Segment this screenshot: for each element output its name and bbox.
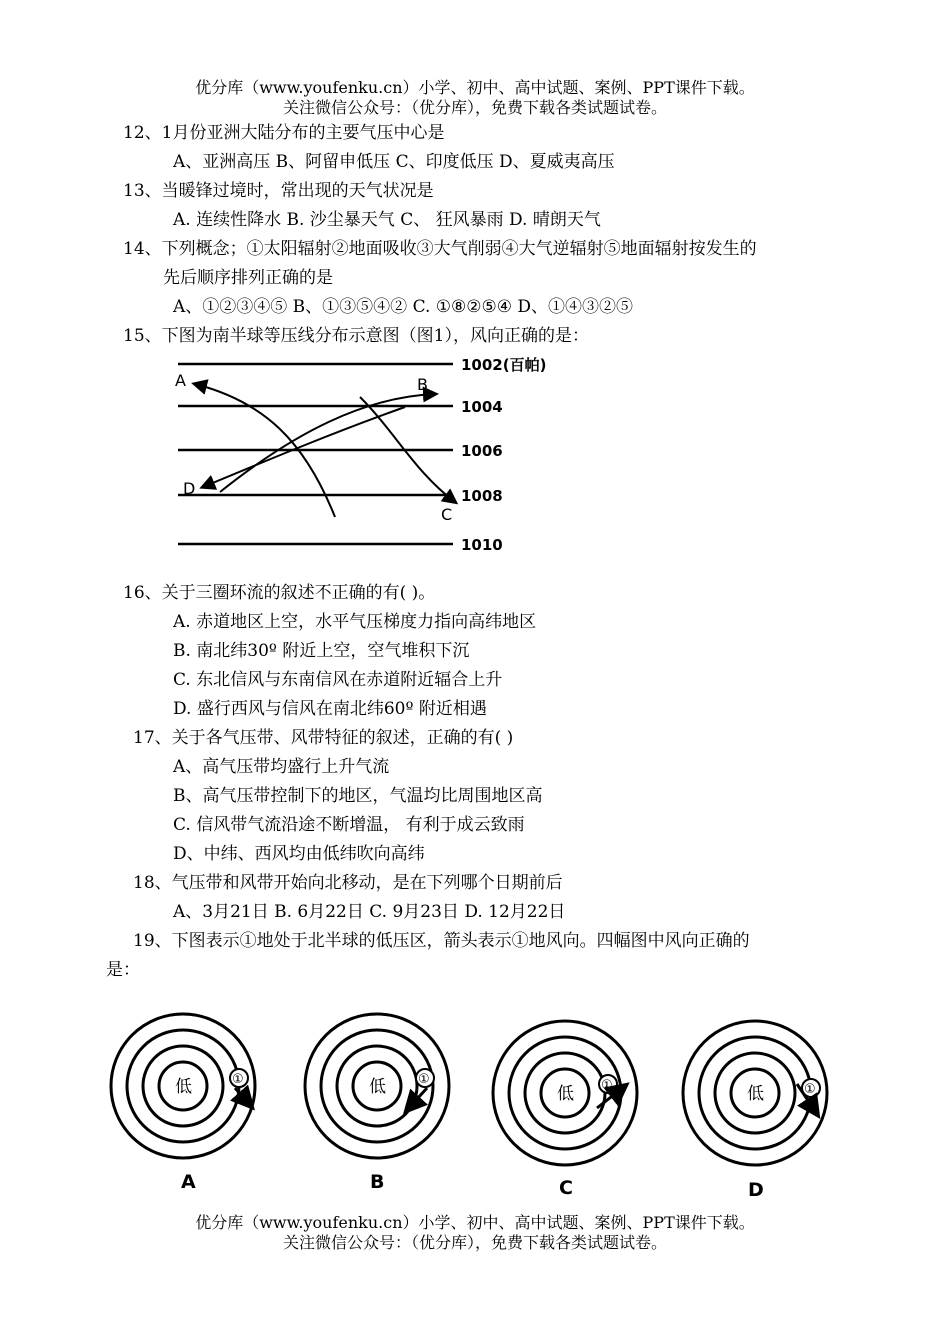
q17-option-a: A、高气压带均盛行上升气流 <box>173 757 390 777</box>
low-label-d: 低 <box>747 1084 764 1104</box>
isobar-label-1004: 1004 <box>461 398 503 416</box>
isobar-label-1008: 1008 <box>461 487 503 505</box>
q16-stem: 16、关于三圈环流的叙述不正确的有( )。 <box>123 583 436 603</box>
footer-line-2: 关注微信公众号：（优分库），免费下载各类试题试卷。 <box>282 1233 667 1252</box>
q16-option-a: A. 赤道地区上空，水平气压梯度力指向高纬地区 <box>173 612 537 632</box>
wind-arrow-D <box>203 407 405 487</box>
q17-option-d: D、中纬、西风均由低纬吹向高纬 <box>173 844 425 864</box>
q12-stem: 12、1月份亚洲大陆分布的主要气压中心是 <box>123 123 445 143</box>
q15-isobar-figure <box>165 352 547 557</box>
q16-option-b: B. 南北纬30º 附近上空，空气堆积下沉 <box>173 641 470 661</box>
marker-c: ① <box>601 1078 613 1093</box>
panel-label-d: D <box>748 1179 764 1201</box>
q12-options: A、亚洲高压 B、阿留申低压 C、印度低压 D、夏威夷高压 <box>173 152 615 172</box>
q19-stem-continued: 是： <box>106 960 140 980</box>
q19-panel-a <box>111 1014 255 1193</box>
point-label-C: C <box>441 505 453 524</box>
q16-option-d: D. 盛行西风与信风在南北纬60º 附近相遇 <box>173 699 487 719</box>
q13-stem: 13、当暖锋过境时，常出现的天气状况是 <box>123 181 434 201</box>
point-label-A: A <box>175 371 186 390</box>
point-label-D: D <box>183 479 196 498</box>
footer-line-1: 优分库（www.youfenku.cn）小学、初中、高中试题、案例、PPT课件下载。 <box>195 1213 755 1232</box>
q19-panel-d <box>683 1021 827 1201</box>
isobar-label-1010: 1010 <box>461 536 503 554</box>
q19-low-pressure-figure <box>105 1008 855 1200</box>
q16-option-c: C. 东北信风与东南信风在赤道附近辐合上升 <box>173 670 503 690</box>
q19-panel-b <box>305 1014 449 1193</box>
isobar-label-1006: 1006 <box>461 442 503 460</box>
low-label-c: 低 <box>557 1084 574 1104</box>
q14-stem-continued: 先后顺序排列正确的是 <box>163 268 333 288</box>
low-label-b: 低 <box>369 1077 386 1097</box>
panel-label-a: A <box>181 1171 196 1193</box>
q15-stem: 15、下图为南半球等压线分布示意图（图1），风向正确的是： <box>123 326 589 346</box>
header-line-2: 关注微信公众号：（优分库），免费下载各类试题试卷。 <box>282 98 667 117</box>
panel-label-c: C <box>559 1177 573 1199</box>
q17-option-b: B、高气压带控制下的地区，气温均比周围地区高 <box>173 786 543 806</box>
q19-stem: 19、下图表示①地处于北半球的低压区，箭头表示①地风向。四幅图中风向正确的 <box>133 931 750 951</box>
point-label-B: B <box>417 375 428 394</box>
panel-label-b: B <box>370 1171 385 1193</box>
marker-a: ① <box>232 1072 244 1087</box>
q19-panel-c <box>493 1021 637 1199</box>
q14-stem: 14、下列概念；①太阳辐射②地面吸收③大气削弱④大气逆辐射⑤地面辐射按发生的 <box>123 239 757 259</box>
marker-d: ① <box>804 1082 816 1097</box>
q14-options: A、①②③④⑤ B、①③⑤④② C. ①⑧②⑤④ D、①④③②⑤ <box>173 297 634 317</box>
q18-options: A、3月21日 B. 6月22日 C. 9月23日 D. 12月22日 <box>173 902 566 922</box>
isobar-label-1002: 1002(百帕) <box>461 356 547 374</box>
q17-stem: 17、关于各气压带、风带特征的叙述，正确的有( ) <box>133 728 514 748</box>
low-label-a: 低 <box>175 1077 192 1097</box>
marker-b: ① <box>418 1072 430 1087</box>
header-line-1: 优分库（www.youfenku.cn）小学、初中、高中试题、案例、PPT课件下载。 <box>195 78 755 97</box>
q13-options: A. 连续性降水 B. 沙尘暴天气 C、 狂风暴雨 D. 晴朗天气 <box>173 210 601 230</box>
q18-stem: 18、气压带和风带开始向北移动，是在下列哪个日期前后 <box>133 873 563 893</box>
q17-option-c: C. 信风带气流沿途不断增温， 有利于成云致雨 <box>173 815 525 835</box>
